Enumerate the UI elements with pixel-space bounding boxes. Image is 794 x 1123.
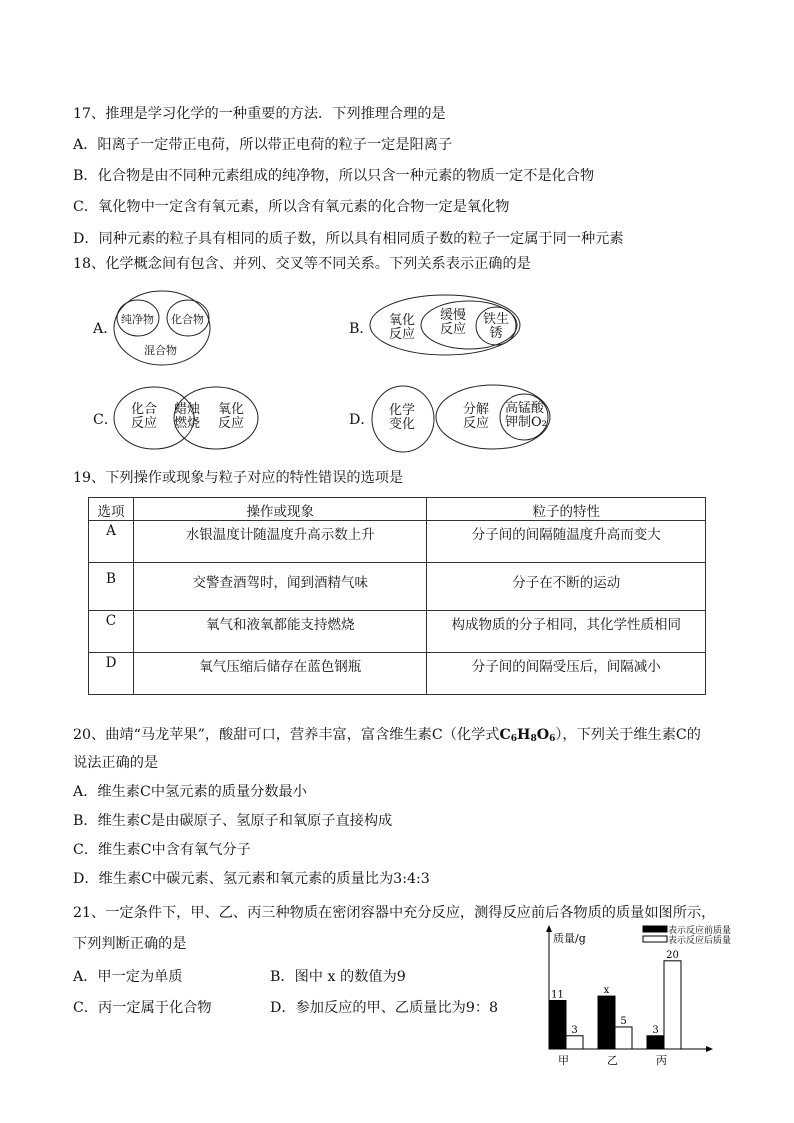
q20-option-c: C．维生素C中含有氧气分子: [73, 842, 251, 858]
q18-option-c-letter: C．: [93, 412, 119, 428]
q19-cell-option: D: [89, 653, 134, 695]
q19-cell-property: 构成物质的分子相同，其化学性质相同: [427, 611, 706, 653]
q18d-label-decomposition-l2: 反应: [463, 416, 490, 431]
q21-stem-line2: 下列判断正确的是: [73, 936, 187, 952]
q18c-label-oxidation-l2: 反应: [218, 416, 245, 431]
q19-header-option: 选项: [89, 498, 134, 521]
q18c-label-combination-l2: 反应: [131, 416, 158, 431]
bar-before-0: [549, 1001, 566, 1050]
q18c-label-candle-l2: 燃烧: [174, 416, 201, 431]
q20-stem-part2: ），下列关于维生素C的: [555, 727, 701, 743]
q18c-label-combination-l1: 化合: [131, 402, 158, 417]
bar-before-2: [647, 1036, 664, 1049]
q18d-label-chemical-change: [389, 404, 415, 432]
q19-cell-property: 分子在不断的运动: [427, 563, 706, 611]
q17-option-b: B．化合物是由不同种元素组成的纯净物，所以只含一种元素的物质一定不是化合物: [73, 168, 595, 184]
q20-option-d: D．维生素C中碳元素、氢元素和氧元素的质量比为3:4:3: [73, 871, 430, 887]
legend-swatch-before: [643, 926, 667, 932]
q21-option-d: D．参加反应的甲、乙质量比为9：8: [270, 1000, 499, 1016]
x-tick-label: 丙: [656, 1054, 667, 1067]
bar-value-label: 5: [620, 1015, 627, 1027]
q20-formula-o: O: [536, 727, 550, 743]
q20-stem-part1: 20、曲靖“马龙苹果”，酸甜可口，营养丰富，富含维生素C（化学式: [73, 727, 500, 743]
bar-after-0: [566, 1036, 583, 1049]
q21-bar-chart: [535, 922, 755, 1070]
q18b-label-slow-l1: 缓慢: [440, 308, 467, 323]
q19-cell-option: A: [89, 521, 134, 563]
chart-ylabel: 质量/g: [553, 932, 586, 945]
q18d-label-kmno4-l1: 高锰酸: [505, 401, 545, 416]
q17-option-d: D．同种元素的粒子具有相同的质子数，所以具有相同质子数的粒子一定属于同一种元素: [73, 231, 624, 247]
q21-option-c: C．丙一定属于化合物: [73, 1000, 212, 1016]
table-row: [89, 653, 706, 695]
q17-option-c: C．氧化物中一定含有氧元素，所以含有氧元素的化合物一定是氧化物: [73, 199, 510, 215]
q18c-label-combination: [131, 403, 157, 431]
q19-cell-phenomenon: 氧气压缩后储存在蓝色钢瓶: [133, 653, 427, 695]
q18-option-a-letter: A．: [93, 321, 118, 337]
q19-cell-property: 分子间的间隔受压后，间隔减小: [427, 653, 706, 695]
q21-stem: 21、一定条件下，甲、乙、丙三种物质在密闭容器中充分反应，测得反应前后各物质的质量如图所示，: [73, 905, 716, 921]
q18b-label-slow: [440, 309, 466, 337]
bar-after-2: [664, 961, 681, 1049]
q19-header-row: [89, 498, 706, 521]
bar-value-label: 20: [666, 949, 679, 961]
q19-table: [88, 497, 706, 695]
q20-formula-n1: 6: [510, 734, 518, 744]
q18b-label-oxidation: [389, 314, 415, 342]
q19-cell-phenomenon: 水银温度计随温度升高示数上升: [133, 521, 427, 563]
q18d-label-kmno4: [505, 402, 547, 430]
q18b-label-rust-l2: 锈: [489, 326, 503, 341]
bar-value-label: 3: [571, 1024, 578, 1036]
q18b-label-slow-l2: 反应: [440, 322, 467, 337]
chart-bars: [549, 950, 681, 1067]
q18d-label-kmno4-l2: 钾制O₂: [505, 415, 547, 430]
chart-x-axis-arrow: [706, 1046, 713, 1052]
q18b-label-oxidation-l1: 氧化: [389, 313, 416, 328]
q19-header-phenomenon: 操作或现象: [133, 498, 427, 521]
q20-formula-h: H: [517, 727, 531, 743]
x-tick-label: 乙: [607, 1054, 618, 1067]
table-row: [89, 563, 706, 611]
q18c-label-oxidation: [218, 403, 244, 431]
q20-formula-n3: 6: [549, 734, 556, 744]
q18-stem: 18、化学概念间有包含、并列、交叉等不同关系。下列关系表示正确的是: [73, 256, 531, 272]
q21-option-b: B．图中 x 的数值为9: [270, 969, 406, 985]
q18a-label-pure: 纯净物: [121, 313, 154, 326]
q18d-label-decomposition: [463, 403, 489, 431]
q20-formula: [499, 727, 555, 743]
q21-option-a: A．甲一定为单质: [73, 969, 183, 985]
bar-after-1: [615, 1027, 632, 1049]
q18a-label-compound: 化合物: [171, 313, 204, 326]
table-row: [89, 611, 706, 653]
q20-option-b: B．维生素C是由碳原子、氢原子和氧原子直接构成: [73, 813, 393, 829]
q18b-label-rust-l1: 铁生: [483, 312, 510, 327]
q18b-label-rust: [483, 313, 509, 341]
q19-cell-property: 分子间的间隔随温度升高而变大: [427, 521, 706, 563]
q19-header-property: 粒子的特性: [427, 498, 706, 521]
q18-option-b-letter: B．: [349, 321, 374, 337]
q19-stem: 19、下列操作或现象与粒子对应的特性错误的选项是: [73, 470, 404, 486]
q18d-label-decomposition-l1: 分解: [463, 402, 490, 417]
q18c-label-oxidation-l1: 氧化: [218, 402, 245, 417]
x-tick-label: 甲: [558, 1054, 569, 1067]
q20-option-a: A．维生素C中氢元素的质量分数最小: [73, 784, 307, 800]
q18-option-a-diagram: [110, 290, 230, 370]
q18a-label-mixture: 混合物: [144, 344, 177, 357]
legend-label-before: 表示反应前质量: [668, 926, 732, 936]
bar-value-label: 11: [551, 989, 564, 1001]
q20-stem: [73, 724, 701, 744]
q17-stem: 17、推理是学习化学的一种重要的方法．下列推理合理的是: [73, 106, 446, 122]
bar-before-1: [598, 996, 615, 1049]
q18-option-d-letter: D．: [349, 412, 375, 428]
q18c-label-candle-l1: 蜡烛: [174, 402, 201, 417]
q18b-label-oxidation-l2: 反应: [389, 327, 416, 342]
q17-option-a: A．阳离子一定带正电荷，所以带正电荷的粒子一定是阳离子: [73, 137, 453, 153]
q20-formula-n2: 8: [530, 734, 537, 744]
chart-y-axis-arrow: [546, 925, 552, 932]
q18d-label-chemical-change-l1: 化学: [389, 403, 416, 418]
q20-stem-line2: 说法正确的是: [73, 755, 159, 771]
bar-value-label: x: [603, 985, 610, 997]
bar-value-label: 3: [652, 1024, 659, 1036]
q19-cell-option: B: [89, 563, 134, 611]
q20-formula-c: C: [499, 727, 511, 743]
q18c-label-candle: [174, 403, 200, 431]
table-row: [89, 521, 706, 563]
q19-cell-phenomenon: 氧气和液氧都能支持燃烧: [133, 611, 427, 653]
legend-swatch-after: [643, 936, 667, 942]
q19-cell-option: C: [89, 611, 134, 653]
legend-label-after: 表示反应后质量: [668, 936, 732, 946]
q18d-label-chemical-change-l2: 变化: [389, 417, 416, 432]
q19-cell-phenomenon: 交警查酒驾时，闻到酒精气味: [133, 563, 427, 611]
